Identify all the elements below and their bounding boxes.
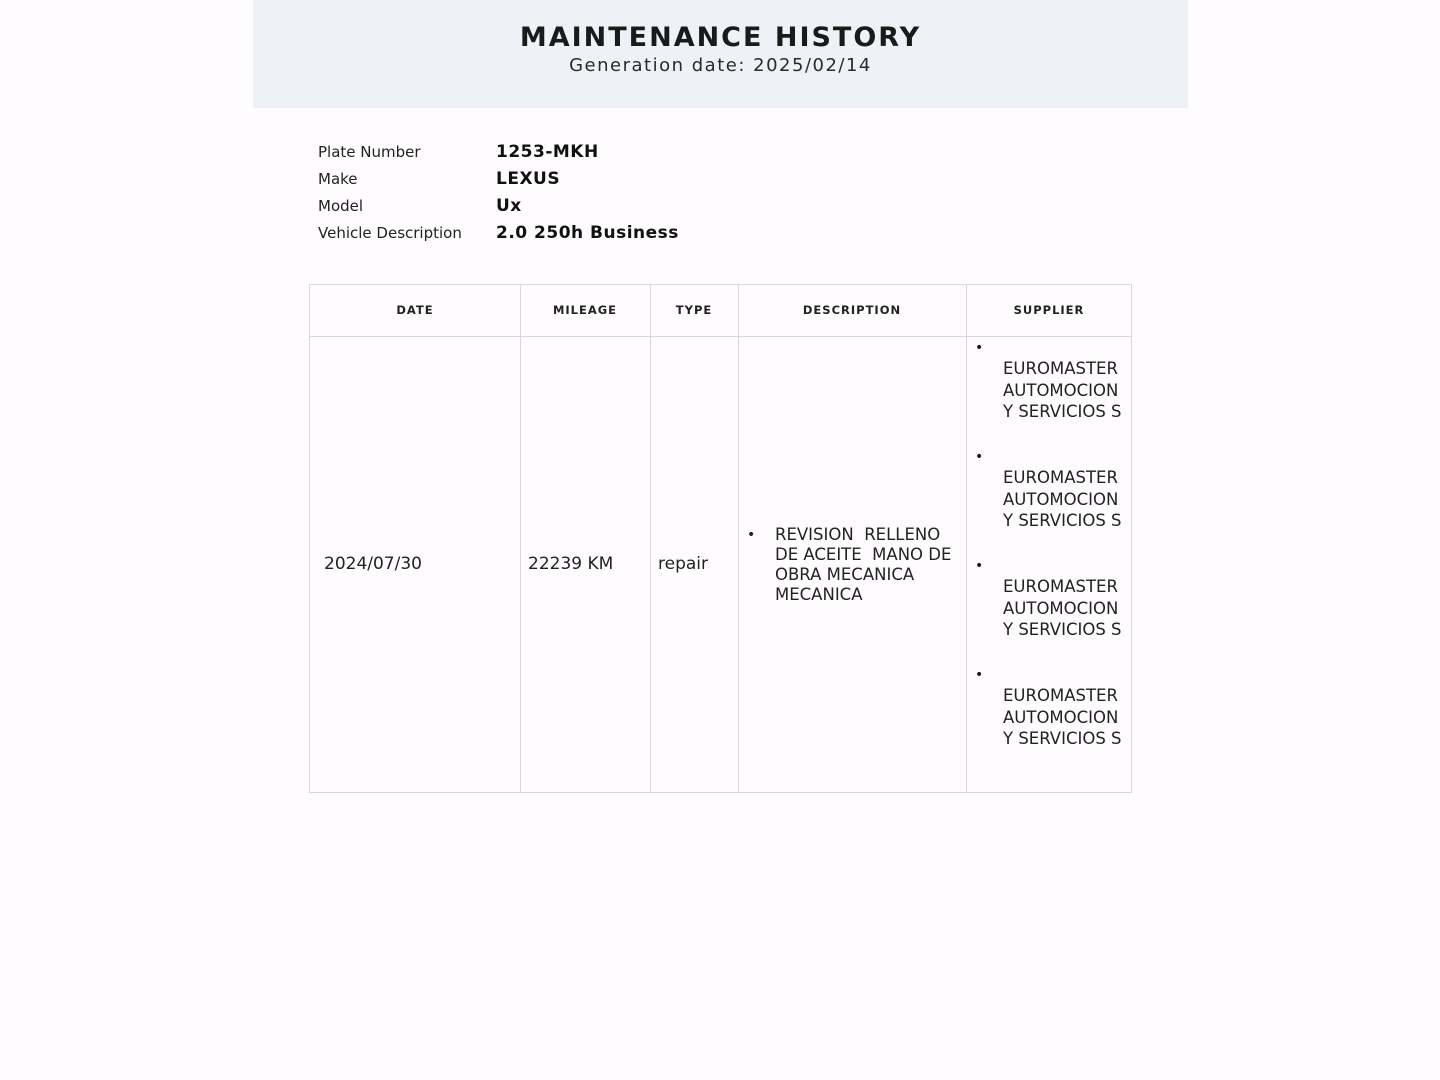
make-value: LEXUS: [496, 168, 561, 189]
list-item: [975, 341, 1135, 450]
supplier-name: EUROMASTER AUTOMOCION Y SERVICIOS S: [1003, 686, 1122, 749]
header-description: DESCRIPTION: [802, 303, 902, 317]
plate-label: Plate Number: [318, 142, 421, 161]
supplier-name: EUROMASTER AUTOMOCION Y SERVICIOS S: [1003, 577, 1122, 640]
header-divider: [310, 336, 1131, 337]
cell-description: [747, 525, 967, 605]
model-value: Ux: [496, 195, 522, 216]
header-mileage: MILEAGE: [552, 303, 618, 317]
cell-date: 2024/07/30: [324, 554, 422, 574]
column-divider-type: [650, 285, 739, 792]
bullet-icon: •: [975, 449, 984, 465]
page-title: MAINTENANCE HISTORY: [519, 22, 922, 53]
cell-mileage: 22239 KM: [528, 554, 614, 574]
list-item: [975, 668, 1135, 777]
column-divider-mileage: [520, 285, 651, 792]
description-text: REVISION RELLENO DE ACEITE MANO DE OBRA MECANICA MECANICA: [775, 525, 957, 604]
generation-date-value: 2025/02/14: [753, 55, 872, 76]
list-item: [975, 450, 1135, 559]
bullet-icon: •: [975, 667, 984, 683]
vehicle-description-row: [318, 219, 679, 246]
bullet-icon: •: [975, 340, 984, 356]
generation-date: [253, 55, 1188, 76]
model-row: [318, 192, 679, 219]
plate-row: [318, 138, 679, 165]
column-divider-date: [310, 285, 521, 792]
bullet-icon: •: [975, 558, 984, 574]
vehicle-description-label: Vehicle Description: [318, 223, 462, 242]
header-supplier: SUPPLIER: [1013, 303, 1085, 317]
report-header: [253, 0, 1188, 108]
bullet-icon: •: [747, 527, 756, 543]
header-type: TYPE: [675, 303, 713, 317]
cell-type: repair: [658, 554, 708, 574]
generation-date-label: Generation date:: [569, 55, 746, 76]
list-item: [975, 559, 1135, 668]
vehicle-info: [318, 138, 679, 246]
model-label: Model: [318, 196, 364, 215]
make-label: Make: [318, 169, 358, 188]
vehicle-description-value: 2.0 250h Business: [496, 222, 679, 243]
make-row: [318, 165, 679, 192]
header-date: DATE: [396, 303, 434, 317]
cell-supplier: [975, 341, 1135, 777]
plate-value: 1253-MKH: [496, 141, 599, 162]
supplier-name: EUROMASTER AUTOMOCION Y SERVICIOS S: [1003, 468, 1122, 531]
maintenance-table: [309, 284, 1132, 793]
supplier-name: EUROMASTER AUTOMOCION Y SERVICIOS S: [1003, 359, 1122, 422]
